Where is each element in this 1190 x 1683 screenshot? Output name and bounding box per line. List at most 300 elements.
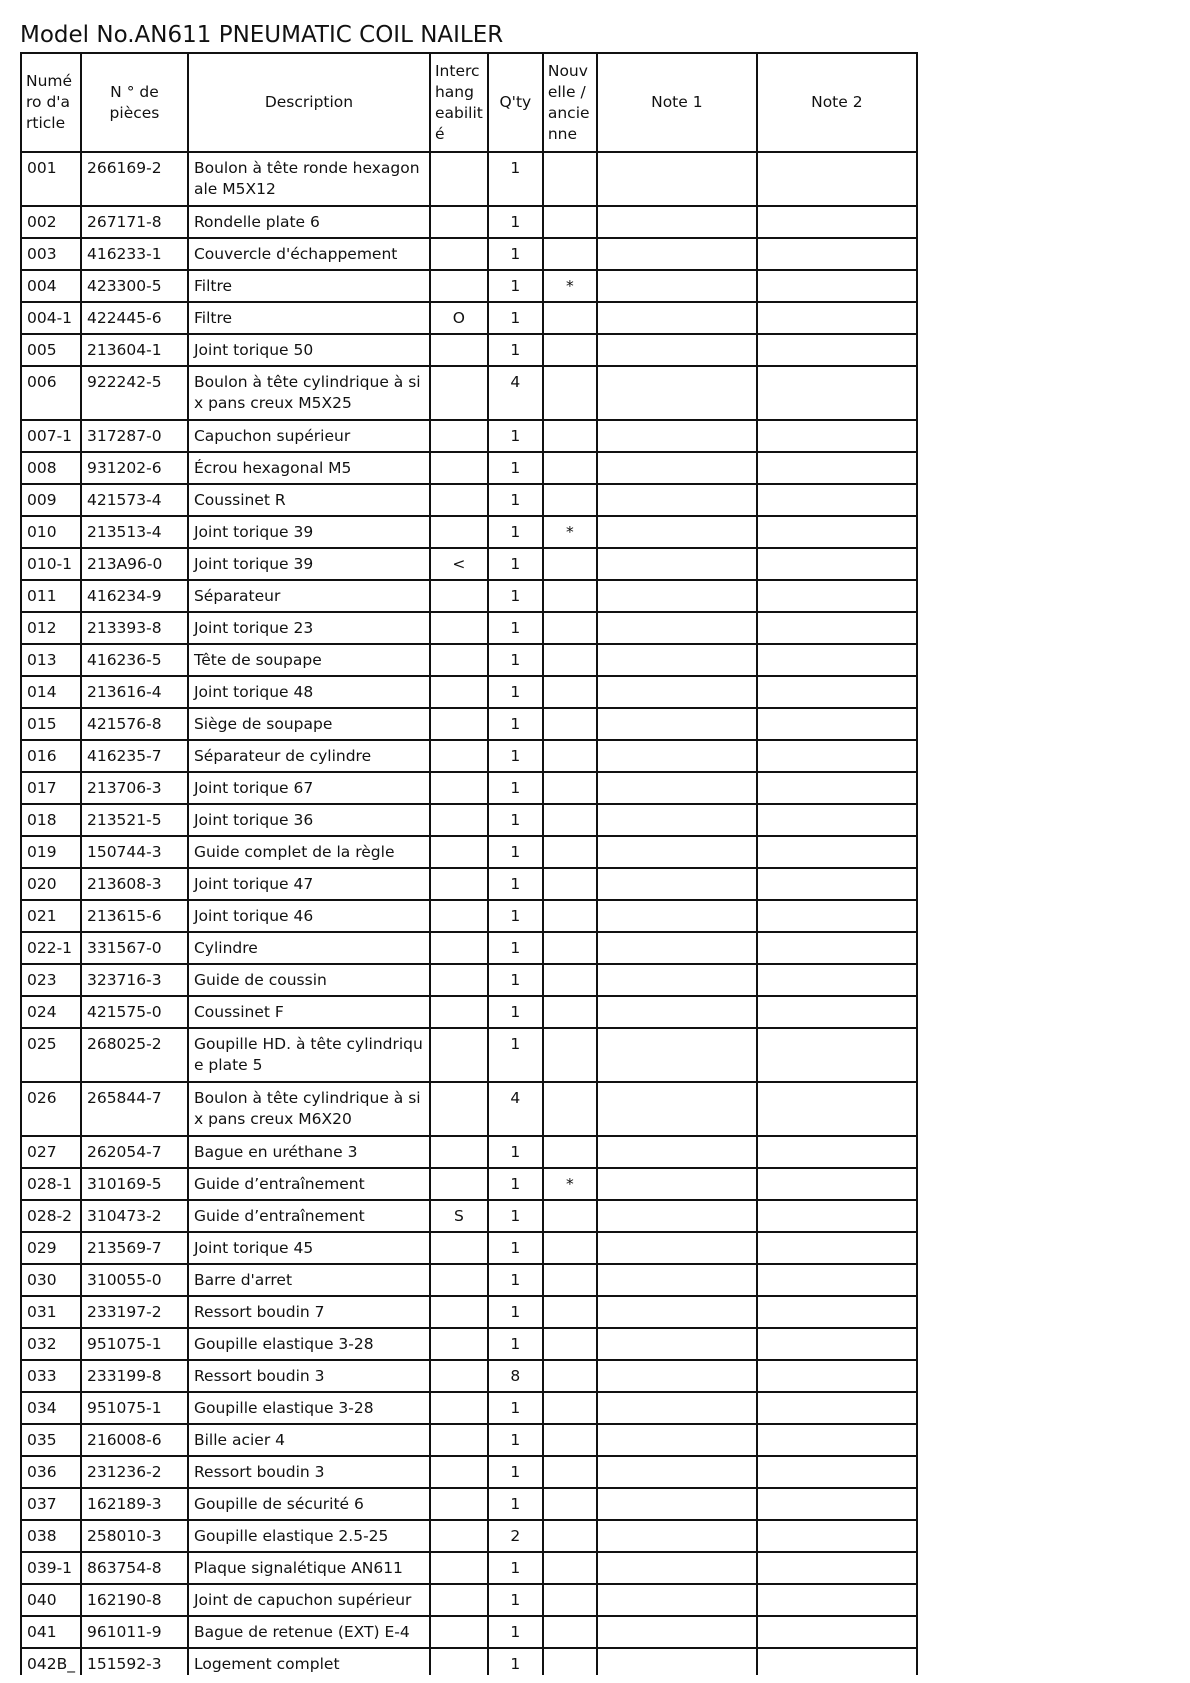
cell-interchangeability	[430, 366, 488, 420]
cell-part-no: 863754-8	[81, 1552, 188, 1584]
cell-item-no: 009	[21, 484, 81, 516]
cell-part-no: 267171-8	[81, 206, 188, 238]
cell-item-no: 004-1	[21, 302, 81, 334]
cell-part-no: 421573-4	[81, 484, 188, 516]
cell-item-no: 013	[21, 644, 81, 676]
cell-item-no: 034	[21, 1392, 81, 1424]
cell-interchangeability	[430, 452, 488, 484]
cell-qty: 1	[488, 996, 543, 1028]
cell-item-no: 007-1	[21, 420, 81, 452]
cell-item-no: 032	[21, 1328, 81, 1360]
cell-description: Cylindre	[188, 932, 430, 964]
cell-note-2	[757, 270, 917, 302]
cell-new-old	[543, 1648, 597, 1675]
cell-note-2	[757, 644, 917, 676]
table-row	[21, 964, 917, 996]
cell-qty: 1	[488, 708, 543, 740]
cell-description: Plaque signalétique AN611	[188, 1552, 430, 1584]
cell-description: Bille acier 4	[188, 1424, 430, 1456]
cell-new-old	[543, 1082, 597, 1136]
cell-item-no: 023	[21, 964, 81, 996]
table-row	[21, 206, 917, 238]
cell-new-old	[543, 868, 597, 900]
cell-description: Joint torique 47	[188, 868, 430, 900]
cell-note-1	[597, 302, 757, 334]
cell-new-old	[543, 302, 597, 334]
table-row	[21, 1520, 917, 1552]
cell-part-no: 216008-6	[81, 1424, 188, 1456]
cell-note-1	[597, 932, 757, 964]
cell-new-old	[543, 836, 597, 868]
table-row	[21, 1552, 917, 1584]
cell-note-1	[597, 868, 757, 900]
cell-qty: 1	[488, 772, 543, 804]
cell-new-old	[543, 1424, 597, 1456]
cell-item-no: 036	[21, 1456, 81, 1488]
cell-interchangeability	[430, 804, 488, 836]
cell-qty: 1	[488, 1232, 543, 1264]
table-row	[21, 1648, 917, 1675]
cell-interchangeability	[430, 1584, 488, 1616]
cell-interchangeability	[430, 772, 488, 804]
cell-part-no: 265844-7	[81, 1082, 188, 1136]
cell-new-old	[543, 484, 597, 516]
cell-note-1	[597, 836, 757, 868]
cell-description: Coussinet R	[188, 484, 430, 516]
table-row	[21, 996, 917, 1028]
cell-new-old	[543, 772, 597, 804]
cell-qty: 1	[488, 868, 543, 900]
cell-new-old	[543, 1296, 597, 1328]
table-row	[21, 1328, 917, 1360]
cell-interchangeability	[430, 996, 488, 1028]
table-row	[21, 1424, 917, 1456]
cell-part-no: 213615-6	[81, 900, 188, 932]
cell-description: Joint torique 67	[188, 772, 430, 804]
cell-qty: 1	[488, 206, 543, 238]
cell-new-old	[543, 420, 597, 452]
cell-note-1	[597, 1232, 757, 1264]
cell-qty: 1	[488, 302, 543, 334]
cell-new-old	[543, 1200, 597, 1232]
header-part-no: N ° de pièces	[81, 53, 188, 152]
cell-item-no: 012	[21, 612, 81, 644]
cell-item-no: 031	[21, 1296, 81, 1328]
cell-new-old	[543, 1456, 597, 1488]
cell-note-2	[757, 206, 917, 238]
cell-item-no: 024	[21, 996, 81, 1028]
cell-note-2	[757, 334, 917, 366]
cell-note-1	[597, 964, 757, 996]
cell-new-old	[543, 644, 597, 676]
cell-note-1	[597, 772, 757, 804]
cell-interchangeability: O	[430, 302, 488, 334]
cell-item-no: 022-1	[21, 932, 81, 964]
cell-item-no: 039-1	[21, 1552, 81, 1584]
cell-item-no: 001	[21, 152, 81, 206]
cell-item-no: 028-1	[21, 1168, 81, 1200]
header-item-no: Numé ro d'a rticle	[21, 53, 81, 152]
cell-description: Joint torique 39	[188, 548, 430, 580]
cell-note-2	[757, 516, 917, 548]
cell-note-1	[597, 1616, 757, 1648]
header-note-2: Note 2	[757, 53, 917, 152]
cell-note-1	[597, 1264, 757, 1296]
cell-note-1	[597, 270, 757, 302]
cell-qty: 1	[488, 1584, 543, 1616]
cell-qty: 1	[488, 1136, 543, 1168]
cell-item-no: 030	[21, 1264, 81, 1296]
table-row	[21, 708, 917, 740]
cell-interchangeability	[430, 900, 488, 932]
cell-new-old	[543, 1028, 597, 1082]
cell-part-no: 262054-7	[81, 1136, 188, 1168]
cell-qty: 1	[488, 334, 543, 366]
cell-note-1	[597, 1028, 757, 1082]
cell-item-no: 008	[21, 452, 81, 484]
cell-new-old	[543, 334, 597, 366]
parts-table	[20, 52, 918, 1675]
cell-item-no: 042B_	[21, 1648, 81, 1675]
cell-description: Couvercle d'échappement	[188, 238, 430, 270]
cell-qty: 1	[488, 1392, 543, 1424]
cell-note-2	[757, 1082, 917, 1136]
cell-note-2	[757, 708, 917, 740]
cell-interchangeability	[430, 1028, 488, 1082]
cell-note-1	[597, 1360, 757, 1392]
cell-interchangeability	[430, 270, 488, 302]
table-row	[21, 1296, 917, 1328]
cell-note-1	[597, 580, 757, 612]
cell-note-1	[597, 1584, 757, 1616]
cell-interchangeability	[430, 152, 488, 206]
cell-interchangeability	[430, 1328, 488, 1360]
cell-qty: 1	[488, 804, 543, 836]
cell-part-no: 416235-7	[81, 740, 188, 772]
cell-item-no: 015	[21, 708, 81, 740]
cell-note-2	[757, 1328, 917, 1360]
cell-qty: 1	[488, 932, 543, 964]
cell-new-old	[543, 366, 597, 420]
cell-interchangeability	[430, 1136, 488, 1168]
table-row	[21, 740, 917, 772]
header-new-old: Nouv elle / ancie nne	[543, 53, 597, 152]
cell-qty: 1	[488, 1456, 543, 1488]
cell-note-2	[757, 1296, 917, 1328]
cell-qty: 1	[488, 1028, 543, 1082]
cell-note-2	[757, 302, 917, 334]
cell-description: Filtre	[188, 302, 430, 334]
cell-description: Écrou hexagonal M5	[188, 452, 430, 484]
table-row	[21, 1232, 917, 1264]
cell-new-old	[543, 206, 597, 238]
cell-note-1	[597, 1648, 757, 1675]
table-row	[21, 334, 917, 366]
cell-part-no: 422445-6	[81, 302, 188, 334]
cell-note-1	[597, 1424, 757, 1456]
cell-description: Joint torique 36	[188, 804, 430, 836]
table-row	[21, 1488, 917, 1520]
cell-note-2	[757, 1028, 917, 1082]
cell-qty: 1	[488, 612, 543, 644]
cell-note-2	[757, 900, 917, 932]
cell-part-no: 268025-2	[81, 1028, 188, 1082]
cell-description: Ressort boudin 7	[188, 1296, 430, 1328]
cell-part-no: 310169-5	[81, 1168, 188, 1200]
cell-note-1	[597, 152, 757, 206]
cell-part-no: 150744-3	[81, 836, 188, 868]
cell-note-2	[757, 1136, 917, 1168]
cell-qty: 2	[488, 1520, 543, 1552]
cell-part-no: 951075-1	[81, 1392, 188, 1424]
cell-interchangeability	[430, 420, 488, 452]
cell-note-1	[597, 1168, 757, 1200]
cell-qty: 8	[488, 1360, 543, 1392]
cell-qty: 4	[488, 366, 543, 420]
table-row	[21, 868, 917, 900]
cell-new-old	[543, 580, 597, 612]
table-row	[21, 580, 917, 612]
cell-part-no: 213513-4	[81, 516, 188, 548]
header-row	[21, 53, 917, 152]
table-row	[21, 676, 917, 708]
cell-part-no: 310055-0	[81, 1264, 188, 1296]
table-row	[21, 772, 917, 804]
cell-new-old	[543, 548, 597, 580]
cell-part-no: 213706-3	[81, 772, 188, 804]
cell-interchangeability	[430, 868, 488, 900]
cell-part-no: 323716-3	[81, 964, 188, 996]
cell-new-old	[543, 964, 597, 996]
cell-note-2	[757, 366, 917, 420]
cell-new-old	[543, 1488, 597, 1520]
cell-note-1	[597, 708, 757, 740]
cell-description: Boulon à tête cylindrique à six pans creux M6X20	[188, 1082, 430, 1136]
table-row	[21, 548, 917, 580]
cell-note-2	[757, 580, 917, 612]
cell-part-no: 922242-5	[81, 366, 188, 420]
table-row	[21, 484, 917, 516]
table-row	[21, 238, 917, 270]
cell-description: Goupille elastique 3-28	[188, 1392, 430, 1424]
cell-part-no: 233197-2	[81, 1296, 188, 1328]
cell-item-no: 033	[21, 1360, 81, 1392]
table-row	[21, 1264, 917, 1296]
cell-new-old	[543, 900, 597, 932]
cell-note-1	[597, 334, 757, 366]
cell-part-no: 331567-0	[81, 932, 188, 964]
table-row	[21, 1168, 917, 1200]
cell-item-no: 003	[21, 238, 81, 270]
cell-description: Goupille de sécurité 6	[188, 1488, 430, 1520]
cell-part-no: 317287-0	[81, 420, 188, 452]
cell-new-old: *	[543, 270, 597, 302]
cell-part-no: 951075-1	[81, 1328, 188, 1360]
cell-description: Joint torique 46	[188, 900, 430, 932]
cell-part-no: 231236-2	[81, 1456, 188, 1488]
cell-item-no: 004	[21, 270, 81, 302]
cell-part-no: 162190-8	[81, 1584, 188, 1616]
cell-qty: 1	[488, 516, 543, 548]
table-row	[21, 420, 917, 452]
cell-description: Guide d’entraînement	[188, 1200, 430, 1232]
cell-interchangeability	[430, 740, 488, 772]
header-description: Description	[188, 53, 430, 152]
cell-note-1	[597, 1520, 757, 1552]
cell-new-old	[543, 238, 597, 270]
cell-qty: 1	[488, 1488, 543, 1520]
cell-note-2	[757, 1488, 917, 1520]
cell-description: Joint torique 45	[188, 1232, 430, 1264]
cell-new-old	[543, 1616, 597, 1648]
cell-note-1	[597, 644, 757, 676]
table-row	[21, 152, 917, 206]
table-row	[21, 1082, 917, 1136]
page-title: Model No.AN611 PNEUMATIC COIL NAILER	[20, 22, 504, 48]
cell-qty: 1	[488, 580, 543, 612]
cell-description: Joint torique 48	[188, 676, 430, 708]
cell-description: Joint de capuchon supérieur	[188, 1584, 430, 1616]
cell-new-old	[543, 1552, 597, 1584]
cell-interchangeability	[430, 1232, 488, 1264]
cell-note-2	[757, 238, 917, 270]
cell-description: Ressort boudin 3	[188, 1360, 430, 1392]
cell-qty: 1	[488, 900, 543, 932]
table-row	[21, 900, 917, 932]
cell-description: Boulon à tête cylindrique à six pans creux M5X25	[188, 366, 430, 420]
cell-new-old: *	[543, 1168, 597, 1200]
cell-interchangeability	[430, 1520, 488, 1552]
cell-description: Capuchon supérieur	[188, 420, 430, 452]
table-row	[21, 804, 917, 836]
cell-note-2	[757, 1264, 917, 1296]
cell-interchangeability	[430, 206, 488, 238]
cell-part-no: 213393-8	[81, 612, 188, 644]
cell-new-old	[543, 1328, 597, 1360]
cell-new-old	[543, 452, 597, 484]
header-qty: Q'ty	[488, 53, 543, 152]
cell-part-no: 421576-8	[81, 708, 188, 740]
cell-new-old	[543, 1136, 597, 1168]
cell-note-2	[757, 1552, 917, 1584]
cell-part-no: 266169-2	[81, 152, 188, 206]
cell-interchangeability	[430, 1552, 488, 1584]
cell-description: Filtre	[188, 270, 430, 302]
cell-item-no: 029	[21, 1232, 81, 1264]
table-row	[21, 302, 917, 334]
cell-note-1	[597, 900, 757, 932]
cell-item-no: 006	[21, 366, 81, 420]
cell-qty: 1	[488, 836, 543, 868]
cell-interchangeability	[430, 964, 488, 996]
cell-item-no: 019	[21, 836, 81, 868]
cell-qty: 1	[488, 740, 543, 772]
table-row	[21, 270, 917, 302]
cell-note-1	[597, 420, 757, 452]
cell-interchangeability	[430, 334, 488, 366]
cell-new-old	[543, 1264, 597, 1296]
cell-note-2	[757, 1168, 917, 1200]
cell-interchangeability	[430, 580, 488, 612]
cell-item-no: 018	[21, 804, 81, 836]
cell-note-1	[597, 366, 757, 420]
cell-new-old	[543, 1360, 597, 1392]
cell-note-1	[597, 1488, 757, 1520]
cell-item-no: 020	[21, 868, 81, 900]
cell-description: Rondelle plate 6	[188, 206, 430, 238]
cell-description: Coussinet F	[188, 996, 430, 1028]
cell-part-no: 416233-1	[81, 238, 188, 270]
cell-note-1	[597, 804, 757, 836]
table-row	[21, 1392, 917, 1424]
cell-qty: 1	[488, 1552, 543, 1584]
header-note-1: Note 1	[597, 53, 757, 152]
cell-item-no: 041	[21, 1616, 81, 1648]
cell-note-2	[757, 1520, 917, 1552]
cell-new-old	[543, 740, 597, 772]
cell-item-no: 026	[21, 1082, 81, 1136]
cell-note-2	[757, 1200, 917, 1232]
cell-qty: 1	[488, 1296, 543, 1328]
cell-note-1	[597, 1082, 757, 1136]
cell-note-2	[757, 932, 917, 964]
cell-description: Guide de coussin	[188, 964, 430, 996]
cell-note-2	[757, 772, 917, 804]
cell-note-1	[597, 1296, 757, 1328]
cell-note-1	[597, 484, 757, 516]
cell-description: Joint torique 23	[188, 612, 430, 644]
table-row	[21, 1028, 917, 1082]
cell-qty: 1	[488, 1424, 543, 1456]
cell-description: Joint torique 39	[188, 516, 430, 548]
cell-note-2	[757, 1456, 917, 1488]
cell-description: Guide d’entraînement	[188, 1168, 430, 1200]
cell-interchangeability	[430, 484, 488, 516]
cell-part-no: 213616-4	[81, 676, 188, 708]
cell-part-no: 151592-3	[81, 1648, 188, 1675]
cell-item-no: 027	[21, 1136, 81, 1168]
table-row	[21, 452, 917, 484]
cell-qty: 1	[488, 1648, 543, 1675]
cell-note-1	[597, 1456, 757, 1488]
table-row	[21, 836, 917, 868]
cell-part-no: 423300-5	[81, 270, 188, 302]
cell-part-no: 310473-2	[81, 1200, 188, 1232]
cell-note-1	[597, 996, 757, 1028]
cell-item-no: 014	[21, 676, 81, 708]
table-row	[21, 1616, 917, 1648]
cell-note-2	[757, 1424, 917, 1456]
cell-description: Ressort boudin 3	[188, 1456, 430, 1488]
cell-interchangeability: <	[430, 548, 488, 580]
cell-qty: 1	[488, 676, 543, 708]
cell-new-old	[543, 1584, 597, 1616]
cell-new-old	[543, 804, 597, 836]
cell-note-1	[597, 452, 757, 484]
cell-qty: 1	[488, 548, 543, 580]
cell-new-old: *	[543, 516, 597, 548]
cell-note-2	[757, 612, 917, 644]
cell-description: Joint torique 50	[188, 334, 430, 366]
cell-part-no: 931202-6	[81, 452, 188, 484]
cell-interchangeability	[430, 238, 488, 270]
table-row	[21, 612, 917, 644]
cell-description: Boulon à tête ronde hexagonale M5X12	[188, 152, 430, 206]
cell-note-1	[597, 1392, 757, 1424]
cell-item-no: 028-2	[21, 1200, 81, 1232]
cell-new-old	[543, 1392, 597, 1424]
cell-part-no: 213A96-0	[81, 548, 188, 580]
